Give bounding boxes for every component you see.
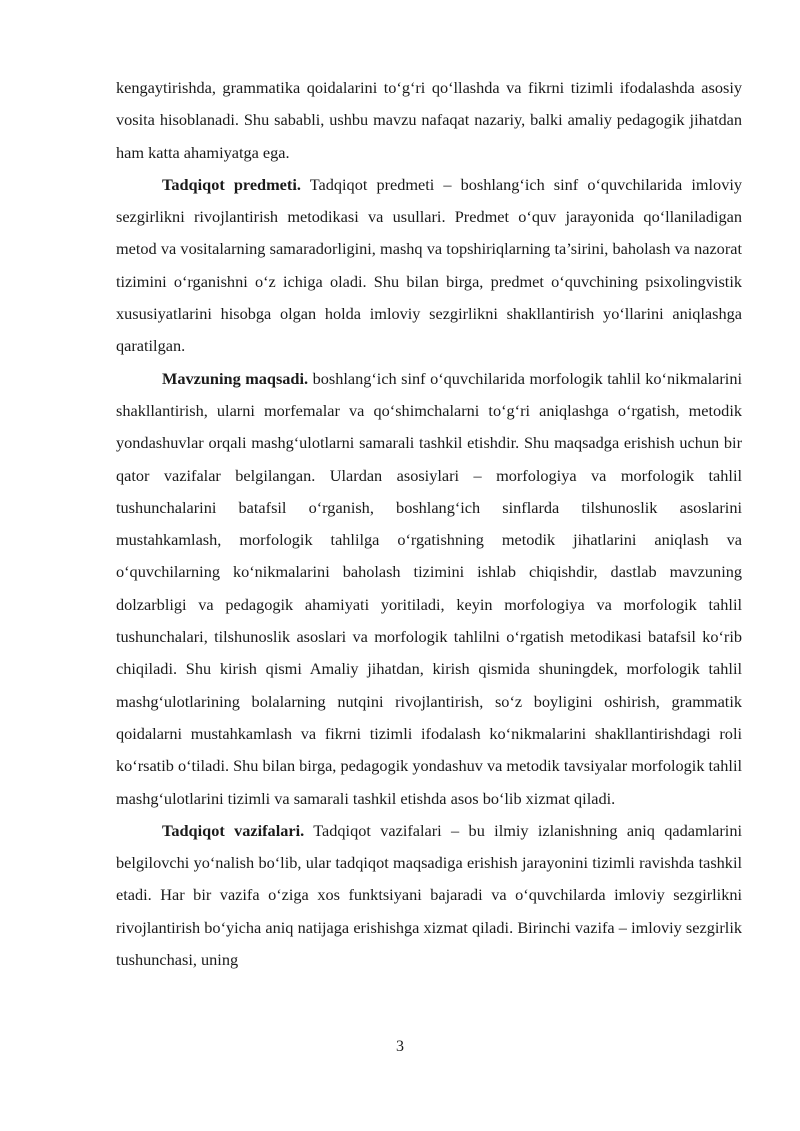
paragraph-text: Tadqiqot predmeti – boshlang‘ich sinf o‘quvchilarida imloviy sezgirlikni rivojlantirish metodikasi va usullari. Predmet o‘quv jarayonida qo‘llaniladigan metod va vositalarning samaradorligini, mashq va topshiriqlarning ta’sirini, baholash va nazorat tizimini o‘rganishni o‘z ichiga oladi. Shu bilan birga, predmet o‘quvchining psixolingvistik xususiyatlarini hisobga olgan holda imloviy sezgirlikni shakllantirish yo‘llarini aniqlashga qaratilgan. <box>116 174 742 356</box>
page-number: 3 <box>396 1038 404 1055</box>
paragraph-text: kengaytirishda, grammatika qoidalarini to‘g‘ri qo‘llashda va fikrni tizimli ifodalashda asosiy vosita hisoblanadi. Shu sababli, ushbu mavzu nafaqat nazariy, balki amaliy pedagogik jihatdan ham katta ahamiyatga ega. <box>116 78 742 162</box>
paragraph-heading: Tadqiqot predmeti. <box>162 174 301 194</box>
paragraph-topic-goal <box>116 363 742 815</box>
paragraph-text: boshlang‘ich sinf o‘quvchilarida morfologik tahlil ko‘nikmalarini shakllantirish, ularni morfemalar va qo‘shimchalarni to‘g‘ri aniqlashga o‘rgatish, metodik yondashuvlar orqali mashg‘ulotlarni samarali tashkil etishdir. Shu maqsadga erishish uchun bir qator vazifalar belgilangan. Ulardan asosiylari – morfologiya va morfologik tahlil tushunchalarini batafsil o‘rganish, boshlang‘ich sinflarda tilshunoslik asoslarini mustahkamlash, morfologik tahlilga o‘rgatishning metodik jihatlarini aniqlash va o‘quvchilarning ko‘nikmalarini baholash tizimini ishlab chiqishdir, dastlab mavzuning dolzarbligi va pedagogik ahamiyati yoritiladi, keyin morfologiya va morfologik tahlil tushunchalari, tilshunoslik asoslari va morfologik tahlilni o‘rgatish metodikasi batafsil ko‘rib chiqiladi. Shu kirish qismi Amaliy jihatdan, kirish qismida shuningdek, morfologik tahlil mashg‘ulotlarining bolalarning nutqini rivojlantirish, so‘z boyligini oshirish, grammatik qoidalarni mustahkamlash va fikrni tizimli ifodalash ko‘nikmalarini shakllantirishdagi roli ko‘rsatib o‘tiladi. Shu bilan birga, pedagogik yondashuv va metodik tavsiyalar morfologik tahlil mashg‘ulotlarini tizimli va samarali tashkil etishda asos bo‘lib xizmat qiladi. <box>116 368 742 808</box>
paragraph-text: Tadqiqot vazifalari – bu ilmiy izlanishning aniq qadamlarini belgilovchi yo‘nalish bo‘lib, ular tadqiqot maqsadiga erishish jarayonini tizimli ravishda tashkil etadi. Har bir vazifa o‘ziga xos funktsiyani bajaradi va o‘quvchilarda imloviy sezgirlikni rivojlantirish bo‘yicha aniq natijaga erishishga xizmat qiladi. Birinchi vazifa – imloviy sezgirlik tushunchasi, uning <box>116 820 742 970</box>
document-page <box>116 72 742 976</box>
paragraph-research-subject <box>116 169 742 363</box>
paragraph-research-tasks <box>116 815 742 976</box>
paragraph-heading: Mavzuning maqsadi. <box>162 368 309 388</box>
paragraph-heading: Tadqiqot vazifalari. <box>162 820 305 840</box>
paragraph-intro-continuation <box>116 72 742 169</box>
